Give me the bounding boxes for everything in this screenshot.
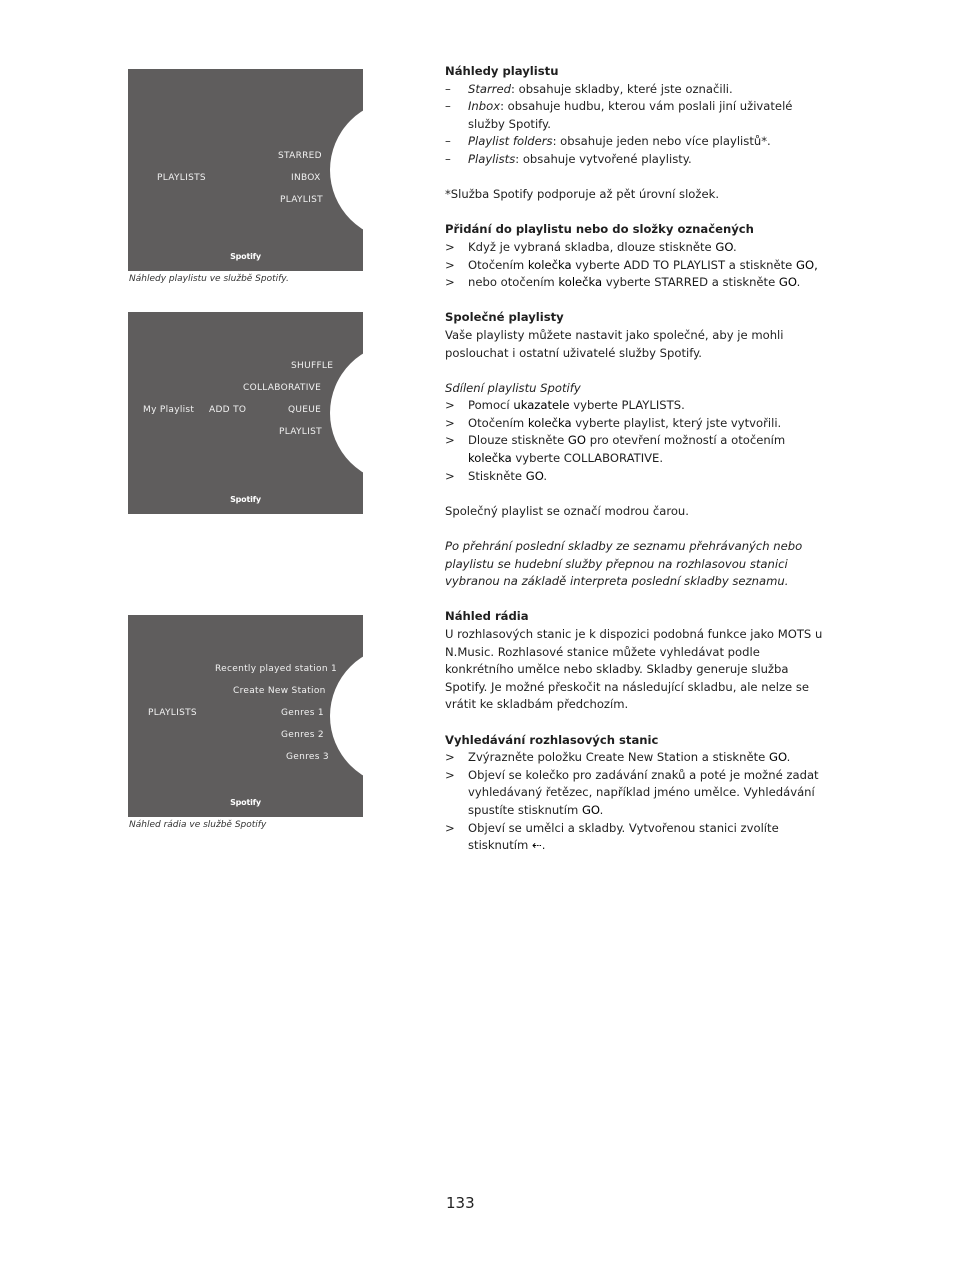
- spotify-logo: Spotify: [230, 495, 261, 504]
- footnote: *Služba Spotify podporuje až pět úrovní složek.: [445, 187, 720, 202]
- radio-preview-screen: [128, 615, 363, 817]
- menu-item-recent-station: Recently played station 1: [215, 664, 338, 674]
- screen-left-label: PLAYLISTS: [157, 173, 206, 183]
- list-item: > Stiskněte GO.: [445, 468, 548, 483]
- section-title: Společné playlisty: [445, 310, 564, 325]
- steps-list: [445, 239, 825, 292]
- list-item: > Otočením kolečka vyberte playlist, který jste vytvořili.: [445, 415, 782, 430]
- list-item: > Otočením kolečka vyberte ADD TO PLAYLIST a stiskněte GO,: [445, 257, 818, 272]
- figure-caption: Náhled rádia ve službě Spotify: [129, 820, 267, 830]
- section-title: Vyhledávání rozhlasových stanic: [445, 732, 659, 747]
- list-item: > Pomocí ukazatele vyberte PLAYLISTS.: [445, 398, 685, 413]
- screen-add-to-label: ADD TO: [209, 405, 247, 415]
- menu-item-genres-3: Genres 3: [286, 752, 329, 762]
- steps-list: [445, 749, 825, 855]
- spotify-logo: Spotify: [230, 252, 261, 261]
- menu-item-genres-1: Genres 1: [281, 708, 324, 718]
- list-item: – Playlist folders: obsahuje jeden nebo více playlistů*.: [445, 134, 771, 149]
- menu-item-queue: QUEUE: [288, 405, 322, 415]
- menu-item-genres-2: Genres 2: [281, 730, 324, 740]
- menu-item-collaborative: COLLABORATIVE: [243, 383, 322, 393]
- screen-playlist-name: My Playlist: [143, 405, 195, 415]
- list-item: – Playlists: obsahuje vytvořené playlisty.: [445, 151, 692, 166]
- screen-left-label: PLAYLISTS: [148, 708, 197, 718]
- wheel-arc: [330, 100, 363, 240]
- list-item: > Objeví se kolečko pro zadávání znaků a poté je možné zadat vyhledávaný řetězec, například jméno umělce. Vyhledávání spustíte stisknutím GO.: [445, 767, 819, 817]
- steps-list: [445, 397, 825, 485]
- back-arrow-icon: ⇠: [532, 838, 542, 853]
- section-title: Přidání do playlistu nebo do složky označených: [445, 222, 754, 237]
- menu-item-create-station: Create New Station: [233, 686, 326, 696]
- add-to-screen: [128, 312, 363, 514]
- menu-item-inbox: INBOX: [291, 173, 321, 183]
- section-title: Náhled rádia: [445, 609, 529, 624]
- text-column: [445, 63, 825, 855]
- list-item: – Starred: obsahuje skladby, které jste označili.: [445, 81, 733, 96]
- list-item: > Objeví se umělci a skladby. Vytvořenou stanici zvolíte stisknutím ⇠.: [445, 820, 779, 853]
- list-item: > Zvýrazněte položku Create New Station a stiskněte GO.: [445, 750, 791, 765]
- menu-item-playlist: PLAYLIST: [279, 427, 322, 437]
- paragraph: Společný playlist se označí modrou čarou.: [445, 503, 689, 518]
- italic-note: Po přehrání poslední skladby ze seznamu přehrávaných nebo playlistu se hudební služby přepnou na rozhlasovou stanici vybranou na základě interpreta poslední skladby seznamu.: [445, 539, 803, 589]
- paragraph: U rozhlasových stanic je k dispozici podobná funkce jako MOTS u N.Music. Rozhlasové stanice můžete vyhledávat podle konkrétního umělce nebo skladby. Skladby generuje služba Spotify. Je možné přeskočit na následující skladbu, ale nelze se vrátit ke skladbám předchozím.: [445, 627, 823, 712]
- menu-item-starred: STARRED: [278, 151, 322, 161]
- wheel-arc: [330, 343, 363, 483]
- paragraph: Vaše playlisty můžete nastavit jako společné, aby je mohli poslouchat i ostatní uživatelé služby Spotify.: [445, 327, 784, 360]
- list-item: > Dlouze stiskněte GO pro otevření možností a otočením kolečka vyberte COLLABORATIVE.: [445, 433, 786, 466]
- figure-caption: Náhledy playlistu ve službě Spotify.: [129, 274, 289, 284]
- menu-item-shuffle: SHUFFLE: [291, 361, 334, 371]
- list-item: > nebo otočením kolečka vyberte STARRED a stiskněte GO.: [445, 275, 801, 290]
- page-number: 133: [446, 1194, 475, 1212]
- section-title: Náhledy playlistu: [445, 64, 559, 78]
- menu-item-playlist: PLAYLIST: [280, 195, 323, 205]
- spotify-logo: Spotify: [230, 798, 261, 807]
- definition-list: [445, 81, 825, 169]
- playlists-preview-screen: [128, 69, 363, 271]
- subheading: Sdílení playlistu Spotify: [445, 380, 581, 395]
- list-item: – Inbox: obsahuje hudbu, kterou vám poslali jiní uživatelé služby Spotify.: [445, 99, 793, 131]
- list-item: > Když je vybraná skladba, dlouze stiskněte GO.: [445, 239, 737, 254]
